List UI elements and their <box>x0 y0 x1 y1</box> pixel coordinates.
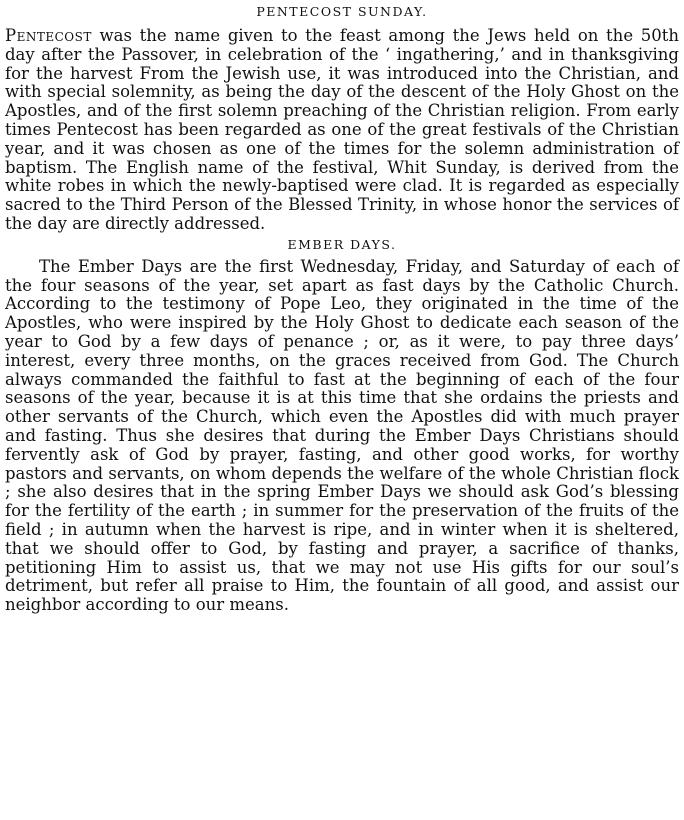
paragraph-ember-days: The Ember Days are the first Wednesday, Friday, and Saturday of each of the four seasons of the year, set apart as fast days by the Catholic Church. According to the testimony of Pope Leo, they originated in the time of the Apostles, who were inspired by the Holy Ghost to dedicate each season of the year to God by a few days of penance ; or, as it were, to pay three days’ interest, every three months, on the graces received from God. The Church always commanded the faithful to fast at the beginning of each of the four seasons of the year, because it is at this time that she ordains the priests and other servants of the Church, which even the Apostles did with much prayer and fasting. Thus she desires that during the Ember Days Christians should fervently ask of God by prayer, fasting, and other good works, for worthy pastors and servants, on whom depends the welfare of the whole Christian flock ; she also desires that in the spring Ember Days we should ask God’s blessing for the fertility of the earth ; in summer for the preservation of the fruits of the field ; in autumn when the harvest is ripe, and in winter when it is sheltered, that we should offer to God, by fasting and prayer, a sacrifice of thanks, petitioning Him to assist us, that we may not use His gifts for our soul’s detriment, but refer all praise to Him, the fountain of all good, and assist our neighbor according to our means. <box>5 256 679 615</box>
lead-word: Pentecost <box>5 26 92 45</box>
paragraph-pentecost <box>5 27 679 234</box>
section-heading-ember-days: EMBER DAYS. <box>287 236 397 252</box>
section-heading-pentecost: PENTECOST SUNDAY. <box>256 4 428 19</box>
paragraph-body: was the name given to the feast among the Jews held on the 50th day after the Passover, in celebration of the ‘ ingathering,’ and in thanksgiving for the harvest From the Jewish use, it was introduced into the Christian, and with special solemnity, as being the day of the descent of the Holy Ghost on the Apostles, and of the first solemn preaching of the Christian religion. From early times Pentecost has been regarded as one of the great festivals of the Christian year, and it was chosen as one of the times for the solemn administration of baptism. The English name of the festival, Whit Sunday, is derived from the white robes in which the newly-baptised were clad. It is regarded as especially sacred to the Third Person of the Blessed Trinity, in whose honor the services of the day are directly addressed. <box>5 26 679 233</box>
